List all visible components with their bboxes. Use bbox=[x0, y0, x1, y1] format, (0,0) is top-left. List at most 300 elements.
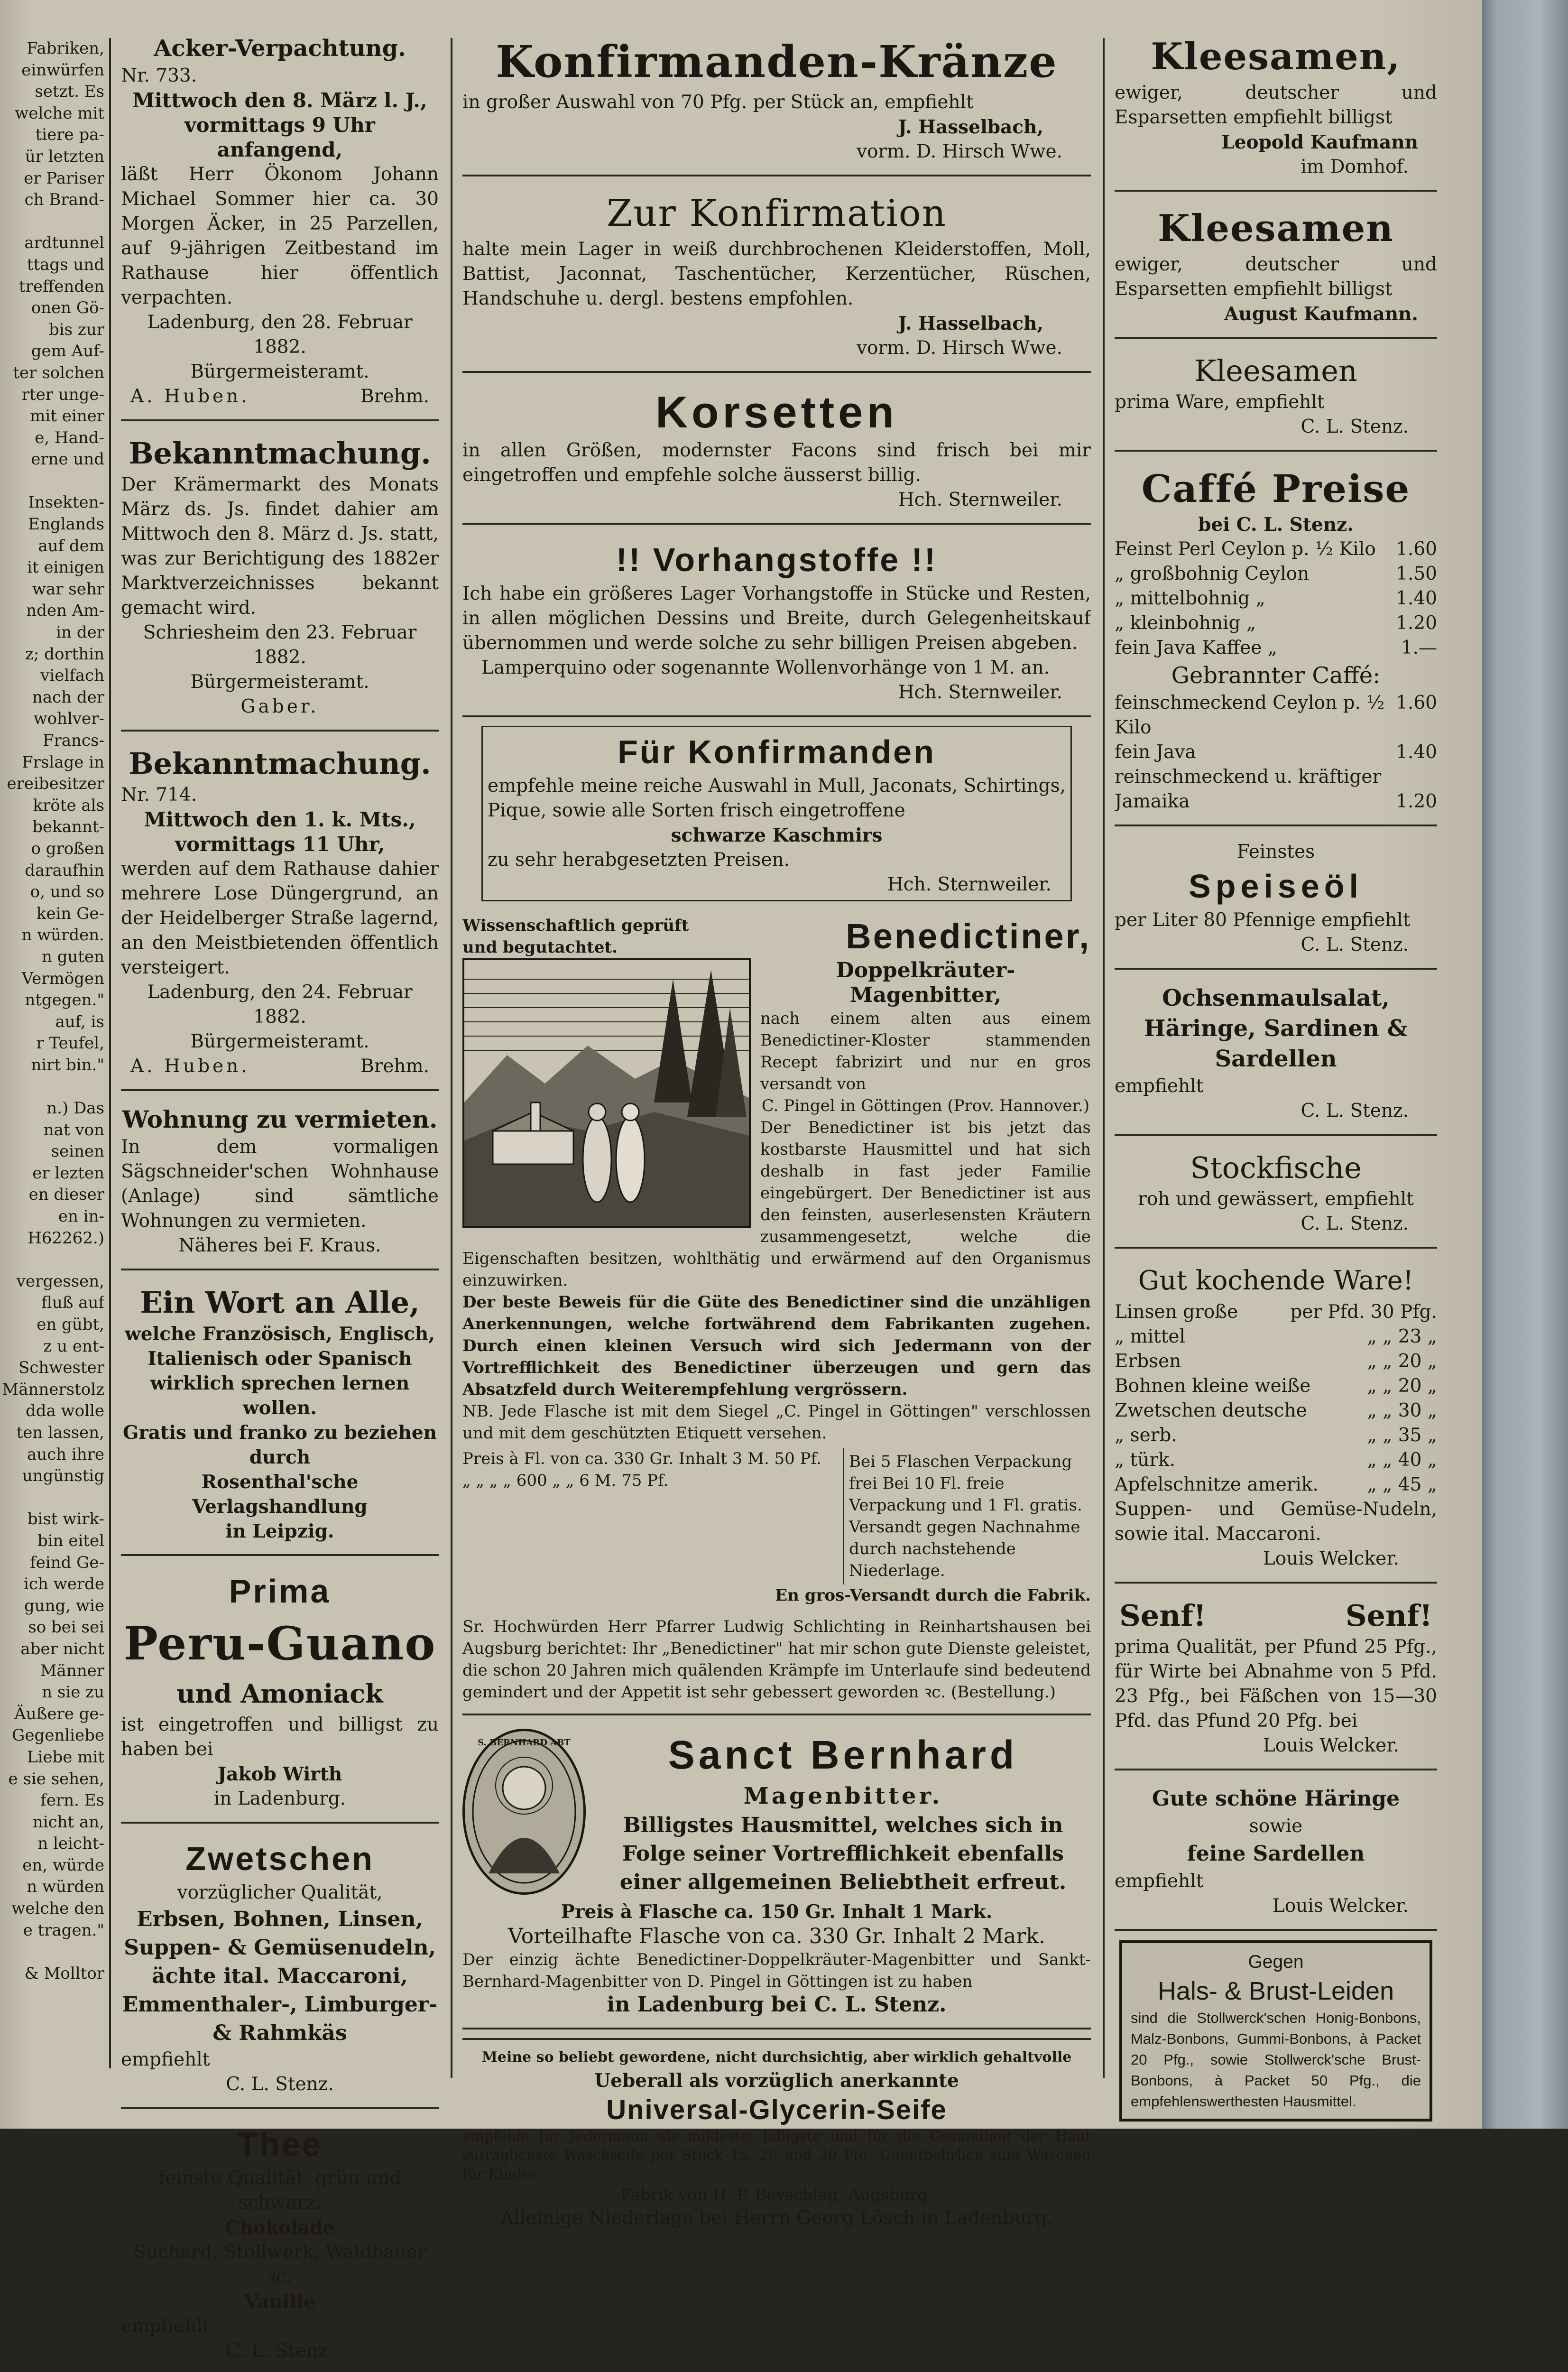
price-item-name: „ großbohnig Ceylon bbox=[1115, 563, 1310, 584]
price-item-value: „ „ 23 „ bbox=[1367, 1326, 1437, 1347]
fragment-line: nirt bin." bbox=[31, 1055, 104, 1075]
price-table bbox=[1115, 1300, 1437, 1497]
fragment-line: Äußere ge- bbox=[14, 1704, 104, 1723]
fragment-line: kröte als bbox=[33, 796, 104, 815]
ad-body: ewiger, deutscher und Esparsetten empfiehlt billigst bbox=[1115, 254, 1437, 300]
price-row bbox=[1115, 1423, 1437, 1448]
fragment-line: ür letzten bbox=[25, 147, 104, 166]
ad-title: !! Vorhangstoffe !! bbox=[616, 541, 938, 578]
fragment-line: ich werde bbox=[24, 1575, 104, 1594]
ad-title: Gut kochende Ware! bbox=[1138, 1265, 1414, 1296]
price-item-name: Feinst Perl Ceylon p. ½ Kilo bbox=[1115, 538, 1376, 560]
ad-title: Korsetten bbox=[655, 387, 898, 437]
fragment-line: nat von bbox=[43, 1120, 104, 1140]
ad-quality: vorzüglicher Qualität, bbox=[177, 1882, 383, 1903]
ad-body: Ich habe ein größeres Lager Vorhangstoffe in Stücke und Resten, in allen möglichen Dessins und Breite, durch Gelegenheitskauf übernommen und werde solche zu sehr billigen Preisen abgeben. bbox=[462, 583, 1091, 654]
fragment-line: ungünstig bbox=[22, 1466, 104, 1486]
signature: Gaber. bbox=[240, 696, 319, 717]
ad-empf: empfiehlt bbox=[1115, 1075, 1204, 1097]
ad-text2: Der Benedictiner ist bis jetzt das kostbarste Hausmittel und hat sich deshalb in fast jeder Familie eingebürgert. Der Benedictiner ist aus den feinsten, auserlesensten Kräutern zusammengesetzt, welche die Eigenschaften besitzen, wohlthätig und erwärmend auf den Organismus einzuwirken. bbox=[462, 1118, 1091, 1290]
signature: C. L. Stenz. bbox=[1301, 416, 1409, 437]
ad-title: Zur Konfirmation bbox=[607, 192, 947, 235]
price-item-value: „ „ 20 „ bbox=[1367, 1351, 1437, 1372]
price-item-name: Jamaika bbox=[1115, 791, 1190, 812]
fragment-line: seinen bbox=[51, 1142, 104, 1161]
column-fragments bbox=[0, 38, 104, 1984]
fragment-line: o, und so bbox=[30, 882, 104, 902]
price-table bbox=[1115, 691, 1437, 814]
fragment-line: so bei sei bbox=[28, 1618, 104, 1637]
ad-depot: Alleinige Niederlage bei Herrn Georg Lösch in Ladenburg. bbox=[500, 2207, 1053, 2229]
fragment-line: war sehr bbox=[32, 579, 104, 599]
fragment-line: n leicht- bbox=[37, 1834, 104, 1853]
ad-place: Schriesheim den 23. Februar 1882. bbox=[143, 622, 417, 668]
ad-name: Jakob Wirth bbox=[217, 1763, 342, 1785]
ad-title: Gute schöne Häringe bbox=[1152, 1787, 1400, 1811]
price-item-name: Zwetschen deutsche bbox=[1115, 1400, 1307, 1421]
fragment-line: nach der bbox=[32, 687, 104, 707]
fragment-line: e tragen." bbox=[23, 1920, 104, 1940]
price-item-name: „ türk. bbox=[1115, 1449, 1176, 1471]
price-item-name: „ mittelbohnig „ bbox=[1115, 588, 1265, 609]
ad-quality: feinste Qualität, grün und schwarz. bbox=[158, 2168, 402, 2214]
ad-ochsenmaulsalat bbox=[1115, 978, 1437, 1136]
signature: Louis Welcker. bbox=[1263, 1548, 1399, 1569]
ad-vorhang bbox=[462, 533, 1091, 717]
price-item-value: „ „ 45 „ bbox=[1367, 1474, 1437, 1495]
fragment-line: ereibesitzer bbox=[7, 774, 104, 794]
fragment-line: onen Gö- bbox=[31, 298, 104, 318]
ad-body: empfehle meine reiche Auswahl in Mull, Jaconats, Schirtings, Pique, sowie alle Sorten frisch eingetroffene bbox=[488, 775, 1066, 821]
ad-haeringe bbox=[1115, 1779, 1437, 1931]
ad-sanct-bernhard bbox=[462, 1724, 1091, 2029]
ad-guano bbox=[121, 1565, 439, 1824]
price-item-name: Erbsen bbox=[1115, 1351, 1181, 1372]
price-item-value: per Pfd. 30 Pfg. bbox=[1290, 1301, 1437, 1323]
column-middle bbox=[462, 28, 1091, 2250]
fragment-line: vielfach bbox=[40, 666, 104, 686]
price-item-value: 1.40 bbox=[1396, 588, 1437, 609]
fragment-line: Fabriken, bbox=[27, 39, 104, 58]
ad-line: feine Sardellen bbox=[1187, 1842, 1365, 1866]
ad-title: Hals- & Brust-Leiden bbox=[1157, 1977, 1394, 2005]
price-row bbox=[1115, 765, 1437, 789]
price-item-value: 1.40 bbox=[1396, 741, 1437, 763]
ad-glycerin-seife bbox=[462, 2038, 1091, 2241]
fragment-line: bist wirk- bbox=[27, 1510, 104, 1529]
price-item-value: 1.20 bbox=[1396, 791, 1437, 812]
fragment-line: n sie zu bbox=[42, 1683, 104, 1702]
ad-title: Kleesamen bbox=[1158, 207, 1394, 250]
fragment-line: Männerstolz bbox=[2, 1380, 104, 1399]
ad-nb: NB. Jede Flasche ist mit dem Siegel „C. Pingel in Göttingen" verschlossen und mit dem geschützten Etiquett versehen. bbox=[462, 1402, 1091, 1443]
ad-office: Bürgermeisteramt. bbox=[190, 671, 369, 693]
fragment-line: en gübt, bbox=[37, 1315, 104, 1334]
ad-kaschmir: schwarze Kaschmirs bbox=[671, 825, 883, 846]
ad-title: Senf! bbox=[1345, 1598, 1432, 1633]
fragment-line: tiere pa- bbox=[35, 125, 104, 145]
ad-at: in Ladenburg bei C. L. Stenz. bbox=[607, 1992, 947, 2017]
fragment-line: ntgegen." bbox=[25, 991, 104, 1010]
price-item-name: reinschmeckend u. kräftiger bbox=[1115, 766, 1382, 788]
ad-name: J. Hasselbach, bbox=[898, 116, 1043, 138]
fragment-line: dda wolle bbox=[25, 1401, 104, 1421]
price-row bbox=[1115, 1473, 1437, 1497]
ad-korsetten bbox=[462, 381, 1091, 525]
fragment-line: H62262.) bbox=[28, 1228, 104, 1248]
fragment-line: Liebe mit bbox=[27, 1747, 104, 1767]
fragment-line bbox=[0, 1487, 104, 1509]
price-row bbox=[1115, 691, 1437, 740]
price-item-name: fein Java bbox=[1115, 741, 1196, 763]
ad-body: roh und gewässert, empfiehlt bbox=[1138, 1188, 1414, 1210]
fragment-line: treffenden bbox=[19, 277, 104, 296]
ad-title: Wohnung zu vermieten. bbox=[122, 1105, 438, 1133]
fragment-line: Männer bbox=[40, 1661, 104, 1680]
fragment-line: gem Auf- bbox=[31, 342, 104, 361]
fragment-line: o großen bbox=[31, 839, 104, 858]
column-rule bbox=[109, 38, 111, 2068]
ad-vorm: vorm. D. Hirsch Wwe. bbox=[856, 141, 1062, 162]
ad-title: Für Konfirmanden bbox=[618, 733, 936, 770]
book-binding-edge bbox=[1482, 0, 1568, 2129]
ad-line: Suppen- & Gemüsenudeln, bbox=[124, 1936, 436, 1960]
ad-kraenze bbox=[462, 28, 1091, 176]
fragment-line bbox=[0, 1076, 104, 1098]
ad-stockfische bbox=[1115, 1144, 1437, 1249]
ad-title-row bbox=[1115, 1597, 1437, 1635]
ad-place: Ladenburg, den 28. Februar 1882. bbox=[147, 312, 413, 358]
price-row bbox=[1115, 1399, 1437, 1423]
ad-body: sind die Stollwerck'schen Honig-Bonbons, Malz-Bonbons, Gummi-Bonbons, à Packet 20 Pfg., sowie Stollwerck'sche Brust-Bonbons, à Packet 50 Pfg., die empfehlenswerthesten Hausmittel. bbox=[1131, 2010, 1421, 2110]
price-item-name: Bohnen kleine weiße bbox=[1115, 1375, 1311, 1397]
ad-caffe-preise bbox=[1115, 460, 1437, 826]
ad-kleesamen-3 bbox=[1115, 347, 1437, 452]
ad-body: prima Ware, empfiehlt bbox=[1115, 391, 1325, 413]
fragment-line: vergessen, bbox=[16, 1271, 104, 1291]
fragment-line: n.) Das bbox=[46, 1099, 104, 1118]
medallion-legend: S. BERNHARD ABT bbox=[478, 1738, 571, 1748]
fragment-line: it einigen bbox=[27, 558, 104, 577]
ad-title: Sanct Bernhard bbox=[668, 1733, 1018, 1777]
ad-signatures bbox=[121, 384, 439, 409]
fragment-line bbox=[0, 211, 104, 233]
ad-speiseoel bbox=[1115, 835, 1437, 970]
fragment-line: e sie sehen, bbox=[8, 1769, 104, 1788]
ad-more: Näheres bei F. Kraus. bbox=[178, 1235, 381, 1256]
ad-senf bbox=[1115, 1592, 1437, 1770]
ad-body: in allen Größen, modernster Facons sind frisch bei mir eingetroffen und empfehle solche äusserst billig. bbox=[462, 440, 1091, 486]
signature: Brehm. bbox=[360, 386, 429, 407]
fragment-line: auf, is bbox=[55, 1012, 104, 1031]
column-right bbox=[1115, 28, 1437, 2131]
price-item-name: „ kleinbohnig „ bbox=[1115, 612, 1256, 634]
ad-choc: Chokolade bbox=[225, 2217, 335, 2239]
ad-title: Zwetschen bbox=[185, 1840, 374, 1877]
fragment-line: n guten bbox=[41, 947, 104, 966]
ad-body: ist eingetroffen und billigst zu haben bei bbox=[121, 1714, 439, 1760]
fragment-list bbox=[0, 38, 104, 1984]
price-item-name: fein Java Kaffee „ bbox=[1115, 637, 1277, 658]
ad-title: Speiseöl bbox=[1189, 868, 1363, 905]
ad-zwetschen bbox=[121, 1832, 439, 2109]
ad-vanille: Vanille bbox=[244, 2291, 315, 2313]
price-row bbox=[1115, 1448, 1437, 1473]
shipping-box: Bei 5 Flaschen Verpackung frei Bei 10 Fl. freie Verpackung und 1 Fl. gratis. Versandt gegen Nachnahme durch nachstehende Niederlage. bbox=[843, 1448, 1091, 1584]
signature: C. L. Stenz. bbox=[226, 2074, 334, 2095]
ad-office: Bürgermeisteramt. bbox=[190, 1031, 369, 1052]
ad-office: Bürgermeisteramt. bbox=[190, 361, 369, 382]
price-row bbox=[1115, 789, 1437, 814]
signature: Hch. Sternweiler. bbox=[898, 489, 1062, 510]
fragment-line: e, Hand- bbox=[35, 428, 104, 447]
ad-testimonial: Sr. Hochwürden Herr Pfarrer Ludwig Schlichting in Reinhartshausen bei Augsburg berichtet: Ihr „Benedictiner" hat mir schon gute Dienste geleistet, die schon 20 Jahren mich quälenden Krämpfe im Unterlaufe sind bedeutend gemindert und der Appetit ist sehr gebessert geworden ꝛc. (Bestellung.) bbox=[462, 1617, 1091, 1702]
ad-fuer-konfirmanden bbox=[481, 726, 1072, 901]
ad-date: Mittwoch den 8. März l. J., bbox=[132, 89, 427, 112]
fragment-line: ter solchen bbox=[13, 363, 104, 382]
ad-benedictiner bbox=[462, 910, 1091, 1715]
fragment-line: welche den bbox=[11, 1899, 104, 1918]
ad-kleesamen-2 bbox=[1115, 200, 1437, 339]
fragment-line: en dieser bbox=[28, 1185, 104, 1205]
ad-body2: Lamperquino oder sogenannte Wollenvorhänge von 1 M. an. bbox=[481, 657, 1050, 678]
fragment-line bbox=[0, 471, 104, 492]
price-item-value: 1.— bbox=[1401, 637, 1437, 658]
saint-portrait-svg bbox=[465, 1731, 583, 1892]
price-item-value: „ „ 30 „ bbox=[1367, 1400, 1437, 1421]
signature: C. L. Stenz. bbox=[1301, 1100, 1409, 1121]
ad-bold: Der beste Beweis für die Güte des Benedictiner sind die unzähligen Anerkennungen, welche fortwährend dem Fabrikanten zugehen. Durch einen kleinen Versuch wird sich Jedermann von der Vortrefflichkeit des Benedictiner überzeugen und gern das Absatzfeld durch Weiterempfehlung vergrössern. bbox=[462, 1293, 1091, 1399]
ad-body: werden auf dem Rathause dahier mehrere Lose Düngergrund, an der Heidelberger Straße lagernd, an den Meistbietenden öffentlich versteigert. bbox=[121, 858, 439, 978]
fragment-line: nicht an, bbox=[32, 1812, 104, 1832]
ad-bekanntmachung-markt bbox=[121, 430, 439, 732]
column-rule bbox=[451, 38, 452, 2078]
ad-gut-kochende-ware bbox=[1115, 1257, 1437, 1584]
fragment-line: Francs- bbox=[43, 731, 104, 750]
ad-body2: zu sehr herabgesetzten Preisen. bbox=[488, 849, 790, 871]
ad-acker-verpachtung bbox=[121, 28, 439, 421]
ad-title: Kleesamen, bbox=[1151, 35, 1401, 78]
fragment-line: bis zur bbox=[49, 320, 104, 339]
ad-line2: Ueberall als vorzüglich anerkannte bbox=[594, 2070, 959, 2092]
signature: Brehm. bbox=[360, 1056, 429, 1077]
ad-header bbox=[462, 915, 1091, 958]
ad-maker: Fabrik von H. P. Beyschlag, Augsburg. bbox=[620, 2186, 933, 2205]
price-table bbox=[1115, 537, 1437, 660]
ad-brands: Suchard, Stollwerk, Waldbauer ꝛc. bbox=[133, 2242, 426, 2288]
price-item-name: Linsen große bbox=[1115, 1301, 1238, 1323]
fragment-line: ardtunnel bbox=[24, 233, 104, 253]
ad-title: Konfirmanden-Kränze bbox=[496, 36, 1058, 87]
ad-title: Peru-Guano bbox=[123, 1617, 436, 1670]
monastery-illustration-svg bbox=[464, 960, 749, 1226]
fragment-line: mit einer bbox=[30, 407, 104, 426]
price-item-value: 1.50 bbox=[1396, 563, 1437, 584]
fragment-line: & Molltor bbox=[24, 1964, 104, 1983]
fragment-line: z u ent- bbox=[43, 1336, 104, 1356]
fragment-line: einwürfen bbox=[21, 60, 104, 80]
signature: Hch. Sternweiler. bbox=[898, 682, 1062, 703]
ad-small: Feinstes bbox=[1236, 841, 1315, 862]
fragment-line: n würden bbox=[27, 1877, 104, 1897]
price-item-value: „ „ 40 „ bbox=[1367, 1449, 1437, 1471]
ad-place: Ladenburg, den 24. Februar 1882. bbox=[147, 982, 413, 1028]
ad-publisher: Rosenthal'sche Verlagshandlung bbox=[192, 1471, 368, 1518]
price-line: Preis à Fl. von ca. 330 Gr. Inhalt 3 M. 50 Pf. bbox=[462, 1449, 821, 1468]
price-item-value: „ „ 20 „ bbox=[1367, 1375, 1437, 1397]
fragment-line: daraufhin bbox=[25, 861, 104, 880]
price-line: Vorteilhafte Flasche von ca. 330 Gr. Inhalt 2 Mark. bbox=[508, 1924, 1045, 1948]
ad-line: Sardellen bbox=[1215, 1046, 1337, 1072]
signature: C. L. Stenz. bbox=[226, 2340, 334, 2362]
price-item-value: „ „ 35 „ bbox=[1367, 1425, 1437, 1446]
ad-title: Bekanntmachung. bbox=[129, 436, 431, 471]
fragment-line: en in- bbox=[58, 1207, 104, 1226]
fragment-line: nden Am- bbox=[26, 601, 104, 621]
ad-hals-brust-leiden bbox=[1119, 1940, 1432, 2122]
ad-name: August Kaufmann. bbox=[1224, 303, 1418, 325]
price-row bbox=[1115, 1325, 1437, 1349]
ad-title: Bekanntmachung. bbox=[129, 746, 431, 781]
fragment-line: Englands bbox=[28, 515, 104, 534]
fragment-line: wohlver- bbox=[33, 709, 104, 729]
fragment-line: feind Ge- bbox=[30, 1553, 104, 1572]
ad-body: per Liter 80 Pfennige empfiehlt bbox=[1115, 909, 1411, 931]
ad-body: halte mein Lager in weiß durchbrochenen Kleiderstoffen, Moll, Battist, Jaconnat, Taschentücher, Kerzentücher, Rüschen, Handschuhe u. dergl. bestens empfohlen. bbox=[462, 239, 1091, 309]
signature: Louis Welcker. bbox=[1272, 1895, 1409, 1917]
ad-title: Ochsenmaulsalat, bbox=[1162, 985, 1390, 1011]
ad-body: in großer Auswahl von 70 Pfg. per Stück an, empfiehlt bbox=[462, 92, 974, 113]
ad-title: Ein Wort an Alle, bbox=[140, 1285, 420, 1320]
ad-empf: empfiehlt bbox=[121, 2316, 210, 2337]
ad-title: Senf! bbox=[1119, 1598, 1207, 1633]
fragment-line: bekannt- bbox=[32, 817, 104, 837]
ad-text2: Der einzig ächte Benedictiner-Doppelkräuter-Magenbitter und Sankt-Bernhard-Magenbitter von D. Pingel in Göttingen ist zu haben bbox=[462, 1950, 1091, 1991]
ad-empf: empfiehlt bbox=[121, 2049, 210, 2070]
ad-gratis: Gratis und franko zu beziehen durch bbox=[122, 1422, 437, 1468]
ad-text: Billigstes Hausmittel, welches sich in Folge seiner Vortrefflichkeit ebenfalls einer allgemeinen Beliebtheit erfreut. bbox=[619, 1813, 1067, 1894]
fragment-line: Gegenliebe bbox=[12, 1726, 104, 1745]
ad-body: prima Qualität, per Pfund 25 Pfg., für Wirte bei Abnahme von 5 Pfd. 23 Pfg., bei Fäßchen von 15—30 Pfd. das Pfund 20 Pfg. bei bbox=[1115, 1636, 1437, 1732]
ad-wohnung bbox=[121, 1100, 439, 1270]
signature: A. Huben. bbox=[130, 1056, 250, 1077]
fragment-line: auf dem bbox=[38, 536, 104, 556]
price-item-name: „ serb. bbox=[1115, 1425, 1177, 1446]
ad-text1: nach einem alten aus einem Benedictiner-Kloster stammenden Recept fabrizirt und nur en gros versandt von bbox=[760, 1009, 1091, 1093]
price-line: Preis à Flasche ca. 150 Gr. Inhalt 1 Mark. bbox=[561, 1901, 993, 1923]
price-item-value: 1.60 bbox=[1396, 692, 1437, 713]
ad-gros: En gros-Versandt durch die Fabrik. bbox=[775, 1586, 1091, 1605]
fragment-line: er Pariser bbox=[24, 168, 104, 188]
ad-title: Benedictiner, bbox=[846, 917, 1091, 956]
fragment-line bbox=[0, 1249, 104, 1271]
ad-place: im Domhof. bbox=[1301, 156, 1409, 177]
price-row bbox=[1115, 562, 1437, 586]
ad-top: Meine so beliebt gewordene, nicht durchsichtig, aber wirklich gehaltvolle bbox=[481, 2049, 1072, 2066]
ad-title: Caffé Preise bbox=[1141, 466, 1411, 511]
ad-nr: Nr. 733. bbox=[121, 65, 197, 86]
fragment-line: en, würde bbox=[22, 1855, 104, 1875]
fragment-line: bin eitel bbox=[37, 1531, 104, 1550]
signature: A. Huben. bbox=[130, 386, 250, 407]
fragment-line: Insekten- bbox=[28, 493, 104, 512]
ad-nudeln: Suppen- und Gemüse-Nudeln, sowie ital. Maccaroni. bbox=[1115, 1499, 1437, 1545]
ad-line: Erbsen, Bohnen, Linsen, bbox=[137, 1907, 423, 1931]
ad-bekanntmachung-duenger bbox=[121, 740, 439, 1091]
price-item-value: 1.20 bbox=[1396, 612, 1437, 634]
ad-gegen: Gegen bbox=[1248, 1952, 1304, 1972]
ad-sub: Doppelkräuter-Magenbitter, bbox=[836, 958, 1015, 1007]
signature: C. L. Stenz. bbox=[1301, 1213, 1409, 1234]
ad-vorm: vorm. D. Hirsch Wwe. bbox=[856, 337, 1062, 359]
price-row bbox=[1115, 1349, 1437, 1374]
ad-empf: empfiehlt bbox=[1115, 1871, 1204, 1892]
ad-name: J. Hasselbach, bbox=[898, 313, 1043, 334]
price-item-name: feinschmeckend Ceylon p. ½ Kilo bbox=[1115, 692, 1385, 738]
price-item-value: 1.60 bbox=[1396, 538, 1437, 560]
ad-kleesamen-1 bbox=[1115, 28, 1437, 192]
price-row bbox=[1115, 1374, 1437, 1399]
fragment-line: Vermögen bbox=[21, 969, 104, 988]
price-row bbox=[1115, 740, 1437, 765]
ad-name: Leopold Kaufmann bbox=[1221, 131, 1418, 153]
ad-left-note: Wissenschaftlich geprüft und begutachtet. bbox=[462, 916, 689, 957]
fragment-line: ttags und bbox=[27, 255, 104, 274]
ad-body: welche Französisch, Englisch, Italienisch oder Spanisch wirklich sprechen lernen wollen. bbox=[125, 1323, 435, 1419]
fragment-line: Schwester bbox=[18, 1358, 104, 1378]
price-row bbox=[1115, 537, 1437, 562]
ad-maker: C. Pingel in Göttingen (Prov. Hannover.) bbox=[761, 1096, 1090, 1115]
fragment-line bbox=[0, 1941, 104, 1963]
ad-signatures bbox=[121, 1054, 439, 1079]
fragment-line: er lezten bbox=[32, 1163, 104, 1183]
price-item-name: „ mittel bbox=[1115, 1326, 1185, 1347]
fragment-line: rter unge- bbox=[21, 385, 104, 404]
fragment-line: kein Ge- bbox=[36, 904, 104, 923]
ad-city: in Leipzig. bbox=[225, 1520, 334, 1542]
price-row bbox=[1115, 611, 1437, 636]
fragment-line: gung, wie bbox=[24, 1596, 104, 1615]
ad-title: Kleesamen bbox=[1194, 353, 1357, 388]
ad-date: Mittwoch den 1. k. Mts., bbox=[144, 808, 416, 831]
ad-thee bbox=[121, 2118, 439, 2372]
ad-title: Stockfische bbox=[1190, 1150, 1362, 1185]
ad-line: Häringe, Sardinen & bbox=[1144, 1015, 1408, 1042]
ad-title: Universal-Glycerin-Seife bbox=[606, 2094, 947, 2125]
ad-nr: Nr. 714. bbox=[121, 784, 197, 806]
saint-medallion-illustration bbox=[462, 1729, 586, 1895]
ad-prices bbox=[462, 1448, 1091, 1584]
fragment-line: fern. Es bbox=[40, 1791, 104, 1810]
fragment-line: ch Brand- bbox=[24, 190, 104, 210]
signature: Louis Welcker. bbox=[1263, 1735, 1399, 1756]
ad-konfirmation bbox=[462, 185, 1091, 373]
fragment-line: ten lassen, bbox=[16, 1423, 104, 1442]
fragment-line: r Teufel, bbox=[36, 1034, 104, 1053]
ad-time: vormittags 9 Uhr anfangend, bbox=[184, 113, 375, 161]
ad-und: und Amoniack bbox=[176, 1678, 383, 1709]
ad-body: ewiger, deutscher und Esparsetten empfiehlt billigst bbox=[1115, 82, 1437, 128]
signature: C. L. Stenz. bbox=[1301, 934, 1409, 955]
signature: Hch. Sternweiler. bbox=[887, 874, 1051, 895]
ad-line: ächte ital. Maccaroni, bbox=[152, 1964, 408, 1988]
ad-sub: Gebrannter Caffé: bbox=[1171, 662, 1381, 689]
price-row bbox=[1115, 636, 1437, 660]
ad-title: Acker-Verpachtung. bbox=[154, 35, 406, 62]
price-line: „ „ „ „ 600 „ „ 6 M. 75 Pf. bbox=[462, 1471, 669, 1490]
column-rule bbox=[1103, 38, 1105, 2078]
ad-sowie: sowie bbox=[1249, 1816, 1303, 1837]
